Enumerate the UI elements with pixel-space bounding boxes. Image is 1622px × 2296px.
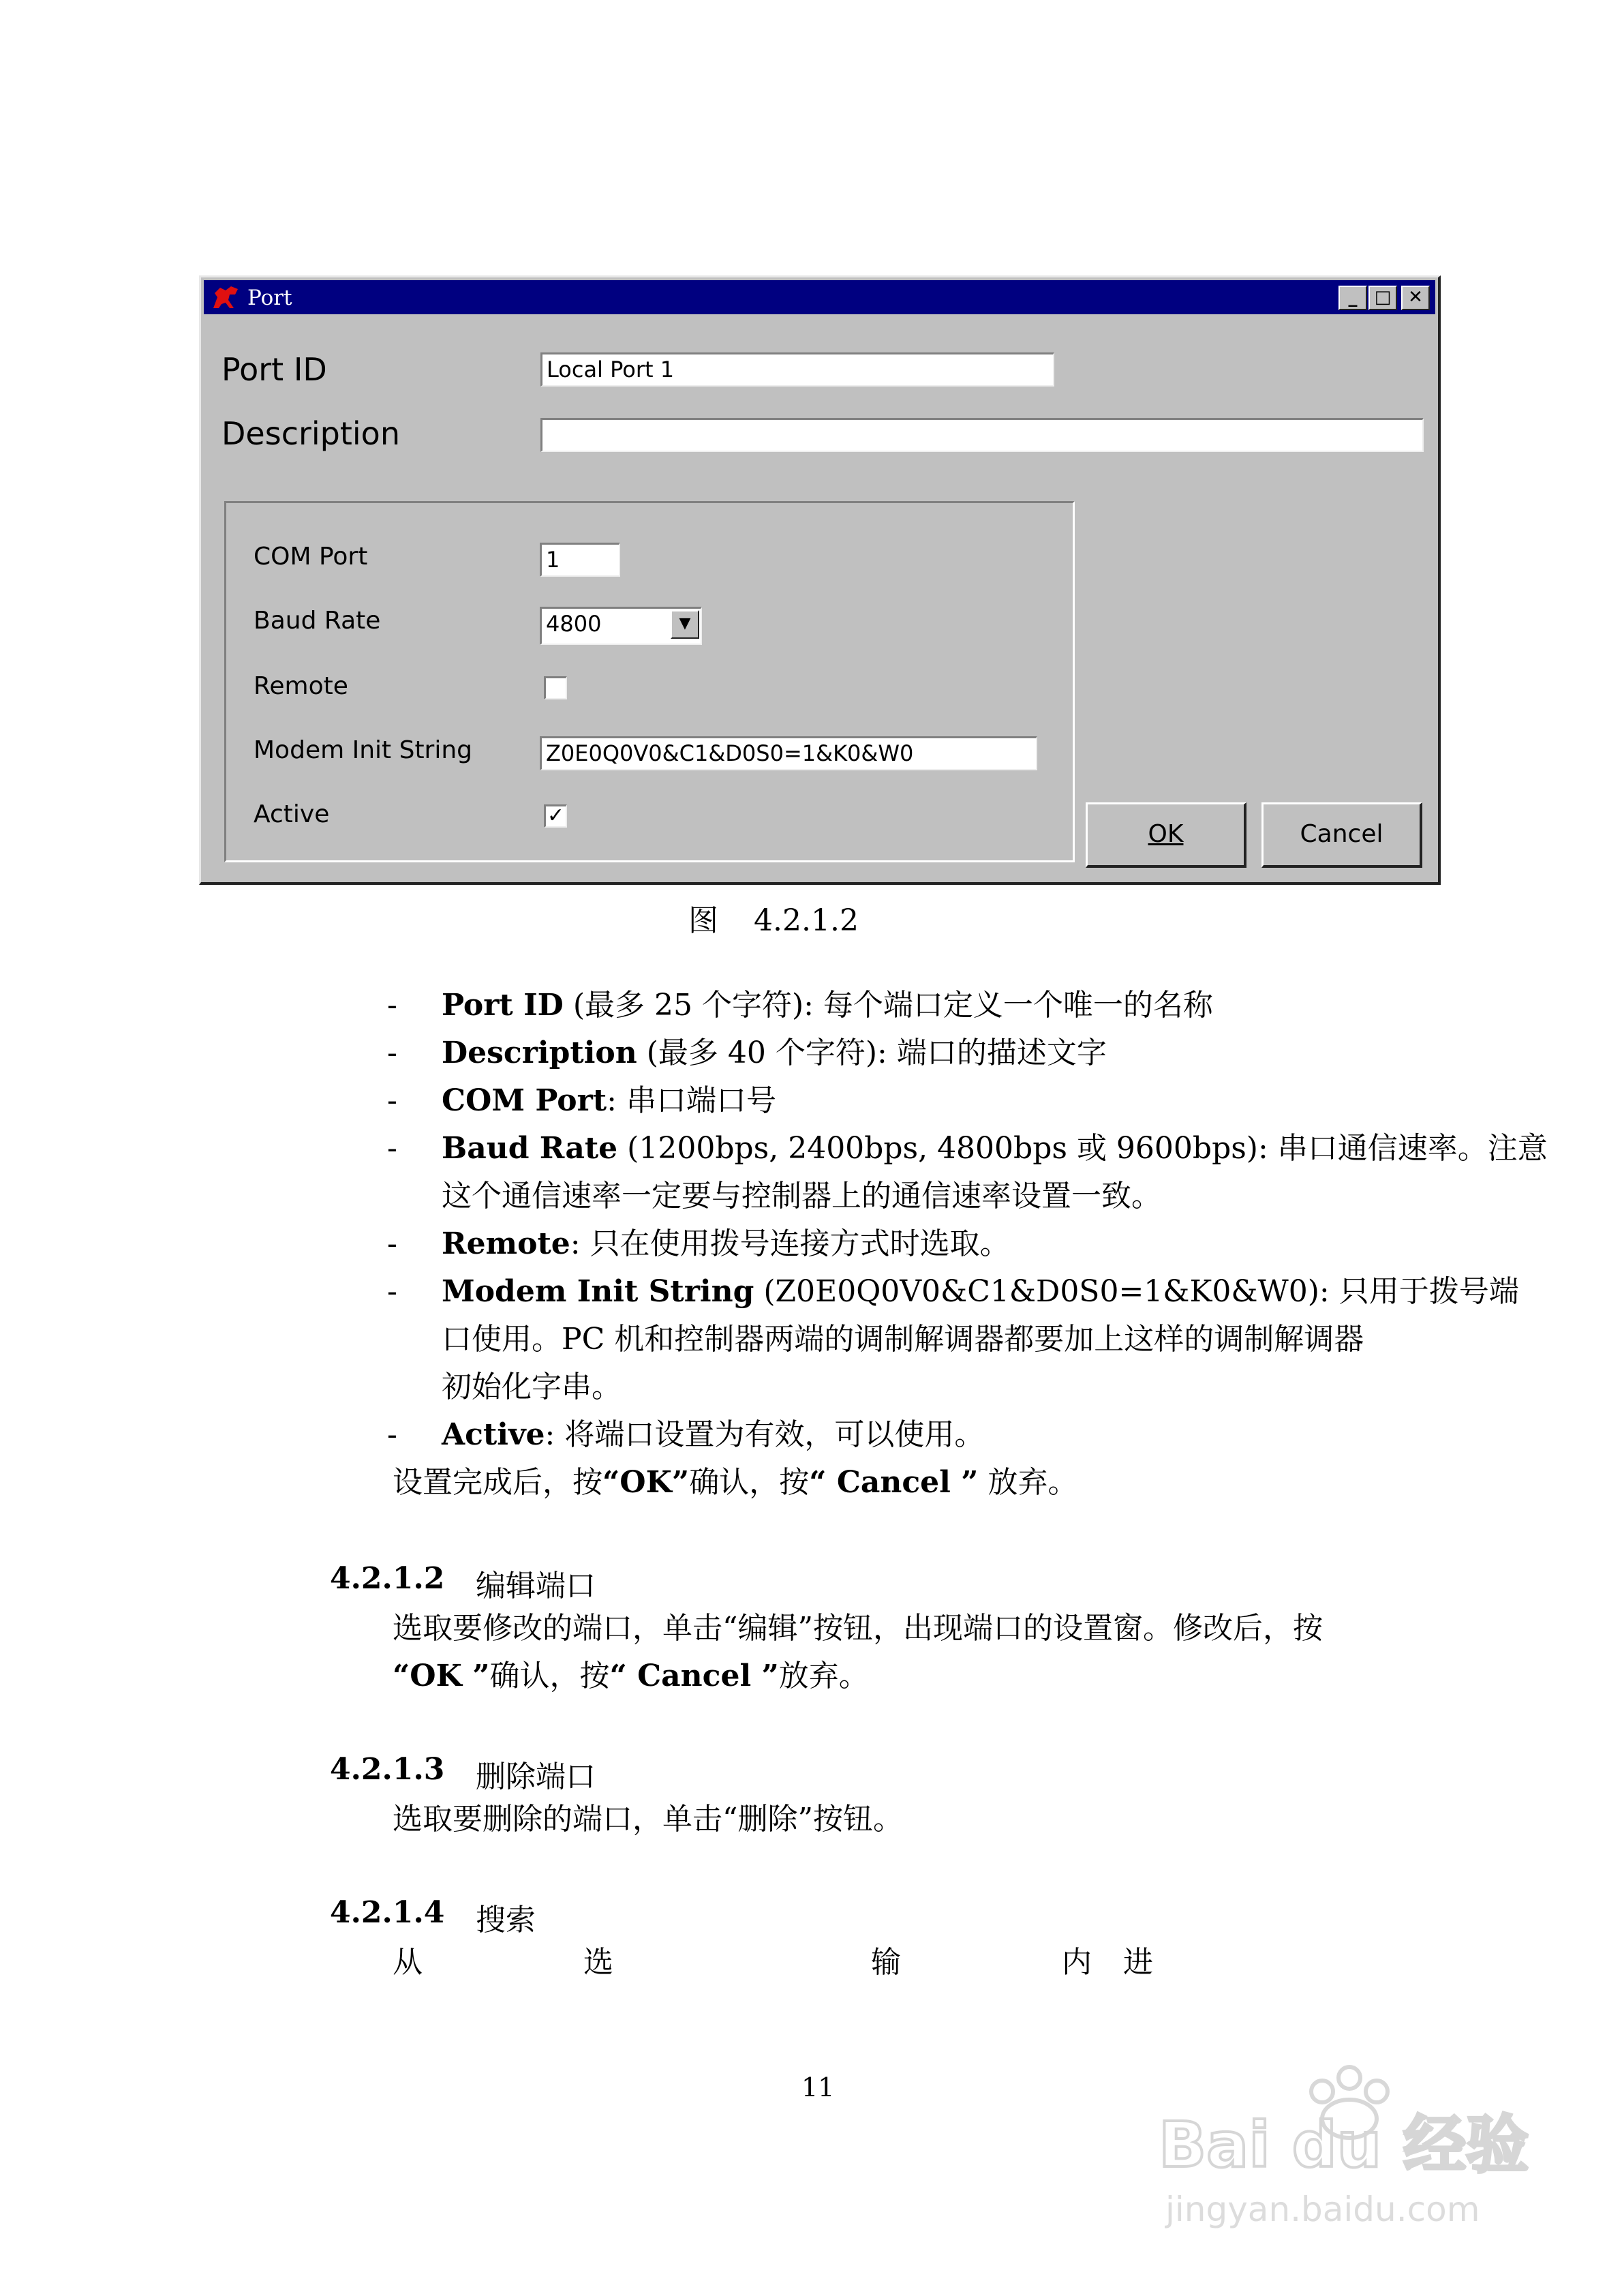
bullet-term: Modem Init String bbox=[442, 1274, 754, 1309]
chevron-down-icon[interactable]: ▼ bbox=[671, 610, 699, 639]
active-label: Active bbox=[254, 800, 330, 828]
com-port-label: COM Port bbox=[254, 543, 368, 571]
ok-button[interactable] bbox=[1086, 802, 1246, 868]
bullet-term: COM Port bbox=[442, 1083, 607, 1118]
remote-checkbox[interactable] bbox=[544, 676, 567, 699]
bullet-term: Baud Rate bbox=[442, 1131, 618, 1166]
section-edit-line-1: 选取要修改的端口，单击“编辑”按钮，出现端口的设置窗。修改后，按 bbox=[393, 1611, 1323, 1646]
bullet-desc: (Z0E0Q0V0&C1&D0S0=1&K0&W0): 只用于拨号端 bbox=[754, 1274, 1519, 1309]
baud-rate-label: Baud Rate bbox=[254, 607, 381, 635]
bullet-term: Active bbox=[442, 1417, 545, 1452]
port-id-input[interactable]: Local Port 1 bbox=[540, 352, 1054, 387]
section-heading-delete bbox=[330, 1752, 596, 1794]
bullet-desc: (最多 25 个字符): 每个端口定义一个唯一的名称 bbox=[563, 988, 1213, 1023]
section-heading-edit bbox=[330, 1561, 596, 1603]
figure-caption bbox=[688, 896, 859, 939]
bullet-desc: (1200bps, 2400bps, 4800bps 或 9600bps): 串口通信速率。注意 bbox=[617, 1131, 1548, 1166]
close-button[interactable]: ✕ bbox=[1401, 286, 1430, 310]
bullet-desc: : 将端口设置为有效，可以使用。 bbox=[545, 1417, 985, 1452]
section-title: 搜索 bbox=[476, 1903, 536, 1937]
title-bar[interactable] bbox=[204, 280, 1435, 314]
baidu-jingyan-watermark bbox=[1152, 2051, 1533, 2255]
bullet-continuation: 初始化字串。 bbox=[442, 1370, 622, 1404]
port-dialog bbox=[199, 275, 1441, 885]
section-delete-line-1: 选取要删除的端口，单击“删除”按钮。 bbox=[393, 1802, 903, 1837]
section-number: 4.2.1.3 bbox=[330, 1752, 445, 1787]
cancel-button-label: Cancel bbox=[1300, 820, 1383, 848]
window-title: Port bbox=[247, 286, 292, 310]
app-horse-icon bbox=[211, 284, 242, 311]
bullet-term: Remote bbox=[442, 1226, 570, 1261]
checkmark-icon: ✓ bbox=[547, 804, 565, 828]
bullet-term: Description bbox=[442, 1036, 637, 1070]
section-title: 编辑端口 bbox=[476, 1569, 596, 1603]
description-label: Description bbox=[221, 415, 400, 452]
bullet-desc: (最多 40 个字符): 端口的描述文字 bbox=[637, 1036, 1107, 1070]
section-title: 删除端口 bbox=[476, 1759, 596, 1794]
active-checkbox[interactable] bbox=[544, 804, 567, 828]
com-port-input[interactable]: 1 bbox=[540, 543, 620, 577]
minimize-button[interactable]: _ bbox=[1338, 286, 1367, 310]
ok-button-label: OK bbox=[1148, 820, 1184, 848]
bullet-desc: : 串口端口号 bbox=[607, 1083, 776, 1118]
maximize-button[interactable]: □ bbox=[1368, 286, 1397, 310]
section-edit-line-2: “OK ”确认，按“ Cancel ”放弃。 bbox=[393, 1659, 869, 1693]
bullet-continuation: 口使用。PC 机和控制器两端的调制解调器都要加上这样的调制解调器 bbox=[442, 1322, 1364, 1357]
section-search-fragment: 选 bbox=[583, 1945, 613, 1980]
bullet-continuation: 这个通信速率一定要与控制器上的通信速率设置一致。 bbox=[442, 1179, 1161, 1213]
section-number: 4.2.1.4 bbox=[330, 1895, 445, 1930]
watermark-brand: Bai du 经验 bbox=[1159, 2109, 1529, 2181]
baud-rate-select[interactable] bbox=[540, 607, 702, 645]
modem-init-label: Modem Init String bbox=[254, 736, 473, 764]
caption-number: 4.2.1.2 bbox=[754, 903, 859, 938]
port-id-label: Port ID bbox=[221, 351, 327, 388]
remote-label: Remote bbox=[254, 672, 348, 700]
section-search-fragment: 从 bbox=[393, 1945, 423, 1980]
bullet-term: Port ID bbox=[442, 988, 564, 1023]
section-search-fragment: 进 bbox=[1123, 1945, 1153, 1980]
connection-settings-group bbox=[224, 501, 1075, 862]
baud-rate-value: 4800 bbox=[546, 611, 602, 637]
cancel-button[interactable] bbox=[1261, 802, 1422, 868]
section-search-fragment: 输 bbox=[871, 1945, 901, 1980]
section-heading-search bbox=[330, 1895, 536, 1937]
bullet-desc: : 只在使用拨号连接方式时选取。 bbox=[570, 1226, 1010, 1261]
section-search-fragment: 内 bbox=[1062, 1945, 1092, 1980]
caption-prefix: 图 bbox=[688, 903, 718, 938]
watermark-url: jingyan.baidu.com bbox=[1165, 2190, 1480, 2229]
after-bullets-paragraph: 设置完成后，按“OK”确认，按“ Cancel ” 放弃。 bbox=[393, 1465, 1078, 1500]
page-number: 11 bbox=[801, 2072, 835, 2102]
modem-init-input[interactable]: Z0E0Q0V0&C1&D0S0=1&K0&W0 bbox=[540, 736, 1037, 770]
description-input[interactable] bbox=[540, 418, 1424, 452]
section-number: 4.2.1.2 bbox=[330, 1561, 445, 1596]
